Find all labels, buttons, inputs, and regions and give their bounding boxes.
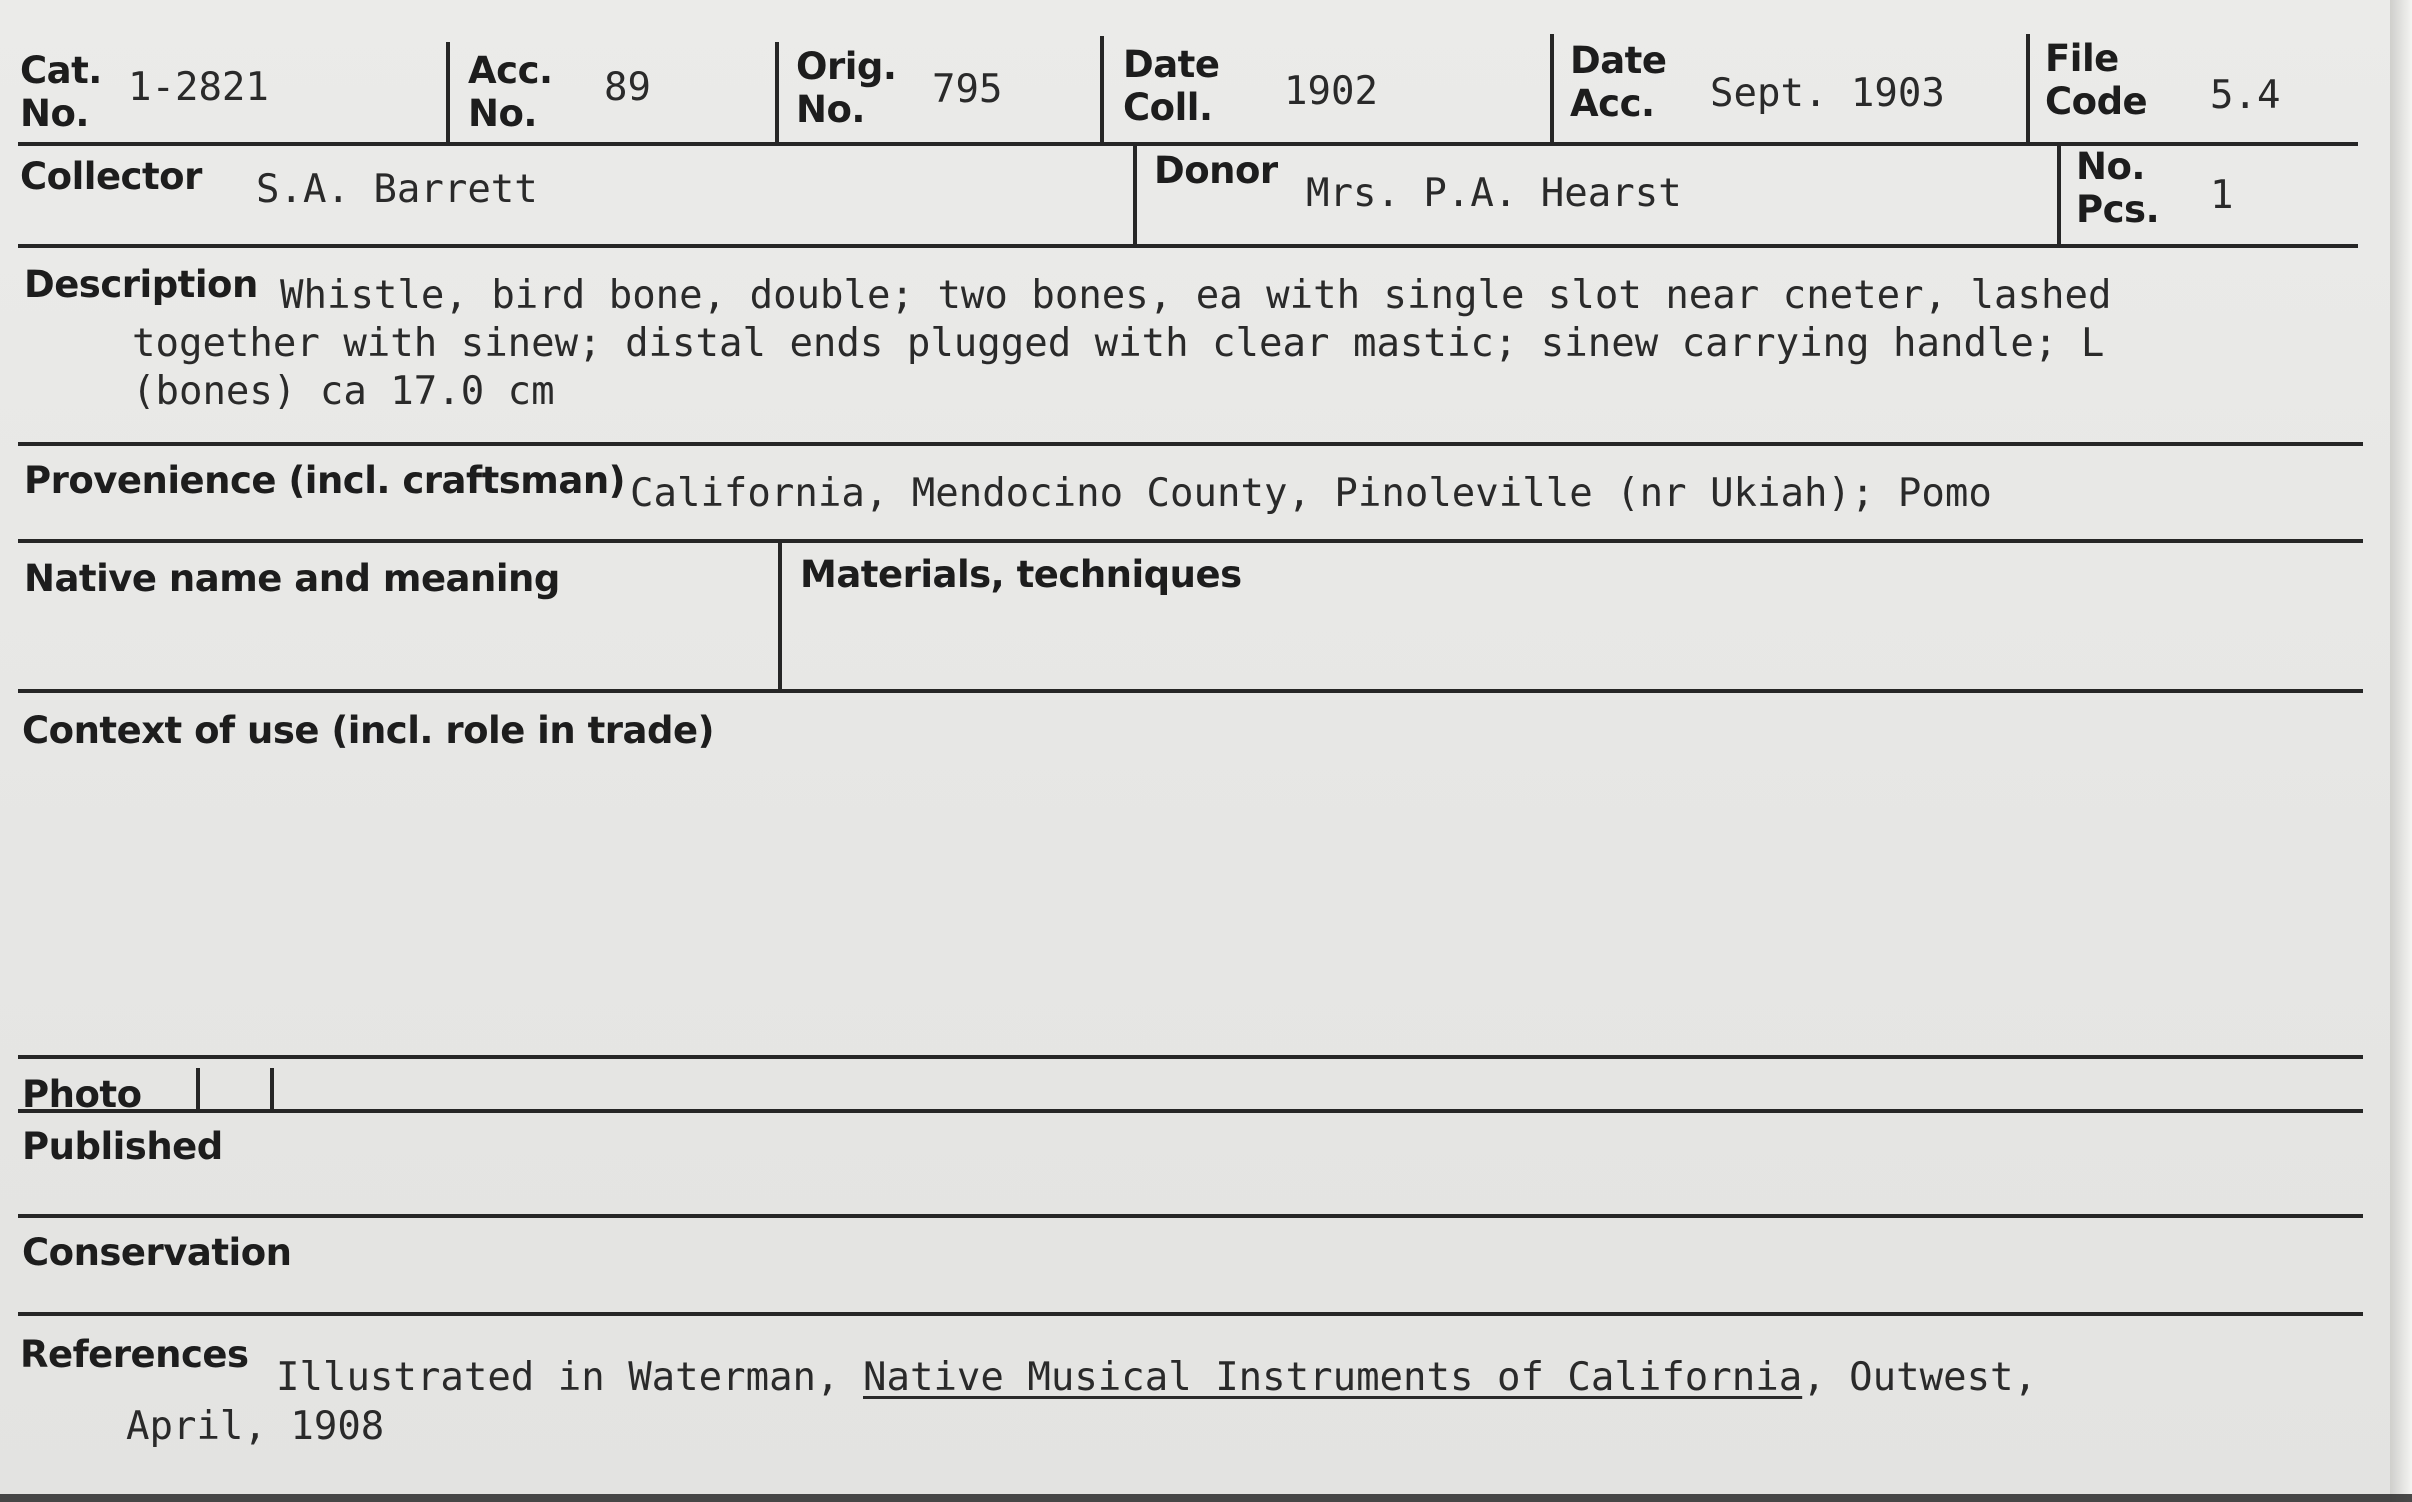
- acc-no-value: 89: [604, 65, 651, 110]
- card-bottom-edge: [0, 1494, 2412, 1502]
- rule-v-pcs: [2057, 142, 2061, 246]
- donor-value: Mrs. P.A. Hearst: [1306, 171, 1682, 216]
- rule-v-donor: [1133, 142, 1137, 246]
- rule-provenience-bottom: [18, 539, 2363, 543]
- rule-native-bottom: [18, 689, 2363, 693]
- rule-v-photo-2: [270, 1068, 274, 1111]
- file-code-value: 5.4: [2210, 73, 2281, 118]
- rule-description-bottom: [18, 442, 2363, 446]
- rule-header-bottom: [18, 142, 2358, 146]
- collector-value: S.A. Barrett: [256, 167, 538, 212]
- date-acc-value: Sept. 1903: [1710, 71, 1945, 116]
- references-suffix: , Outwest,: [1802, 1355, 2038, 1400]
- references-line-2: April, 1908: [126, 1404, 385, 1449]
- context-label: Context of use (incl. role in trade): [22, 709, 714, 752]
- acc-no-label: Acc. No.: [468, 49, 553, 135]
- file-code-label: File Code: [2045, 37, 2148, 123]
- published-label: Published: [22, 1125, 223, 1168]
- provenience-label: Provenience (incl. craftsman): [24, 459, 626, 502]
- rule-v-acc: [775, 42, 779, 146]
- references-title: Native Musical Instruments of California: [863, 1355, 1803, 1400]
- collector-label: Collector: [20, 155, 202, 198]
- cat-no-label: Cat. No.: [20, 49, 102, 135]
- photo-label: Photo: [22, 1073, 142, 1116]
- no-pcs-label: No. Pcs.: [2076, 145, 2160, 231]
- references-prefix: Illustrated in Waterman,: [276, 1355, 863, 1400]
- rule-published-bottom: [18, 1214, 2363, 1218]
- cat-no-value: 1-2821: [128, 65, 269, 110]
- orig-no-value: 795: [932, 67, 1003, 112]
- description-line-1: Whistle, bird bone, double; two bones, ea with single slot near cneter, lashed: [280, 273, 2112, 318]
- references-label: References: [20, 1333, 249, 1376]
- materials-label: Materials, techniques: [800, 553, 1242, 596]
- rule-conservation-bottom: [18, 1312, 2363, 1316]
- no-pcs-value: 1: [2210, 173, 2234, 218]
- date-acc-label: Date Acc.: [1570, 39, 1667, 125]
- rule-v-orig: [1100, 36, 1104, 146]
- orig-no-label: Orig. No.: [796, 45, 897, 131]
- description-line-3: (bones) ca 17.0 cm: [132, 369, 555, 414]
- references-line-1: [276, 1354, 2037, 1402]
- rule-v-cat: [446, 42, 450, 146]
- conservation-label: Conservation: [22, 1231, 292, 1274]
- rule-v-photo-1: [196, 1068, 200, 1111]
- date-coll-label: Date Coll.: [1123, 43, 1220, 129]
- provenience-value: California, Mendocino County, Pinoleville (nr Ukiah); Pomo: [630, 471, 1992, 516]
- card-right-edge: [2390, 0, 2412, 1502]
- description-line-2: together with sinew; distal ends plugged with clear mastic; sinew carrying handle; L: [132, 321, 2105, 366]
- rule-context-bottom: [18, 1055, 2363, 1059]
- date-coll-value: 1902: [1284, 69, 1378, 114]
- rule-v-dateacc: [2026, 34, 2030, 146]
- rule-v-native: [778, 541, 782, 691]
- donor-label: Donor: [1154, 149, 1278, 192]
- description-label: Description: [24, 263, 258, 306]
- rule-photo-bottom: [18, 1109, 2363, 1113]
- rule-collector-bottom: [18, 244, 2358, 248]
- native-name-label: Native name and meaning: [24, 557, 560, 600]
- rule-v-datecoll: [1550, 34, 1554, 146]
